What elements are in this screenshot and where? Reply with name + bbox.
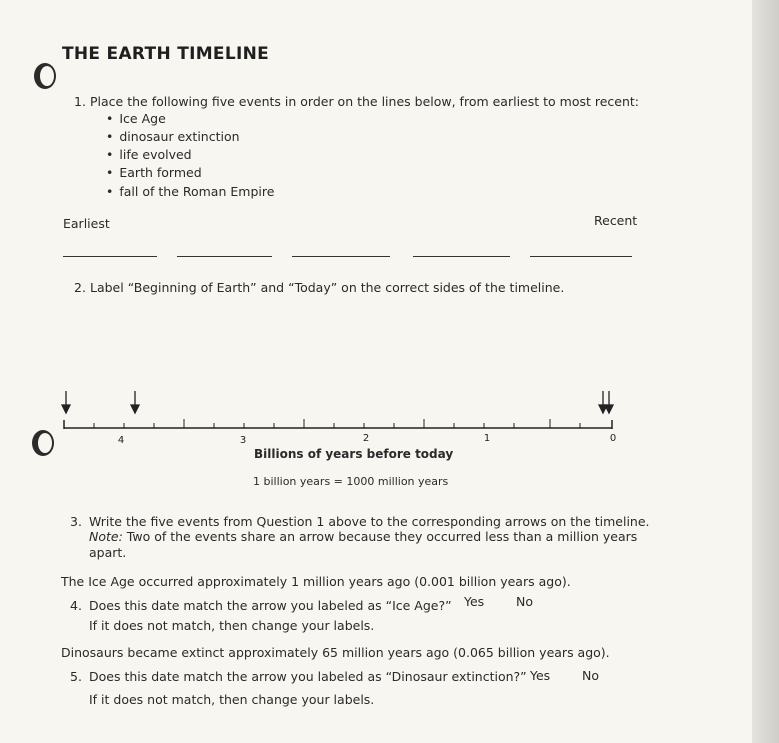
- q1-prompt: Place the following five events in order on the lines below, from earliest to most recent:: [90, 94, 640, 109]
- page-title: THE EARTH TIMELINE: [62, 44, 270, 64]
- q3-line2: Two of the events share an arrow because they occurred less than a million years: [126, 529, 638, 544]
- dino-statement: Dinosaurs became extinct approximately 65 million years ago (0.065 billion years ago).: [61, 645, 610, 660]
- tick-label: 0: [609, 433, 617, 444]
- q5-no-option[interactable]: No: [582, 668, 599, 683]
- arrow-dinosaur-extinction: [599, 391, 607, 413]
- q4-followup: If it does not match, then change your labels.: [89, 618, 375, 633]
- ice-age-statement: The Ice Age occurred approximately 1 million years ago (0.001 billion years ago).: [61, 574, 571, 589]
- q5-number: 5.: [70, 669, 82, 684]
- q2-number: 2.: [74, 280, 86, 295]
- event-item: • Ice Age: [106, 111, 166, 126]
- binder-hole-top: [34, 63, 56, 89]
- recent-label: Recent: [594, 213, 638, 228]
- tick-label: 2: [362, 433, 370, 444]
- q4-number: 4.: [70, 598, 82, 613]
- answer-line-2[interactable]: [177, 256, 272, 257]
- arrow-ice-age: [605, 391, 613, 413]
- q3-number: 3.: [70, 514, 82, 529]
- timeline-ticks: [94, 419, 580, 428]
- q5-yes-option[interactable]: Yes: [530, 668, 551, 683]
- event-item: • Earth formed: [106, 165, 202, 180]
- timeline-axis-title: Billions of years before today: [254, 447, 454, 461]
- q5-prompt: Does this date match the arrow you labeled as “Dinosaur extinction?”: [89, 669, 527, 684]
- tick-label: 3: [239, 435, 247, 446]
- q5-followup: If it does not match, then change your labels.: [89, 692, 375, 707]
- q3-line1: Write the five events from Question 1 above to the corresponding arrows on the timeline.: [89, 514, 650, 529]
- q2-prompt: Label “Beginning of Earth” and “Today” on the correct sides of the timeline.: [90, 280, 565, 295]
- q4-no-option[interactable]: No: [516, 594, 533, 609]
- arrow-life-evolved: [131, 391, 139, 413]
- q3-line3: apart.: [89, 545, 127, 560]
- event-item: • life evolved: [106, 147, 192, 162]
- earliest-label: Earliest: [63, 216, 110, 231]
- q3-note-label: Note:: [89, 529, 123, 544]
- q4-yes-option[interactable]: Yes: [464, 594, 485, 609]
- tick-label: 1: [483, 433, 491, 444]
- arrow-earth-formed: [62, 391, 70, 413]
- answer-line-4[interactable]: [413, 256, 510, 257]
- answer-line-1[interactable]: [63, 256, 157, 257]
- tick-label: 4: [117, 435, 125, 446]
- q4-prompt: Does this date match the arrow you labeled as “Ice Age?”: [89, 598, 452, 613]
- event-item: • dinosaur extinction: [106, 129, 240, 144]
- conversion-note: 1 billion years = 1000 million years: [253, 475, 449, 488]
- q1-number: 1.: [74, 94, 86, 109]
- event-item: • fall of the Roman Empire: [106, 184, 274, 199]
- answer-line-5[interactable]: [530, 256, 632, 257]
- answer-line-3[interactable]: [292, 256, 390, 257]
- page-edge: [752, 0, 779, 743]
